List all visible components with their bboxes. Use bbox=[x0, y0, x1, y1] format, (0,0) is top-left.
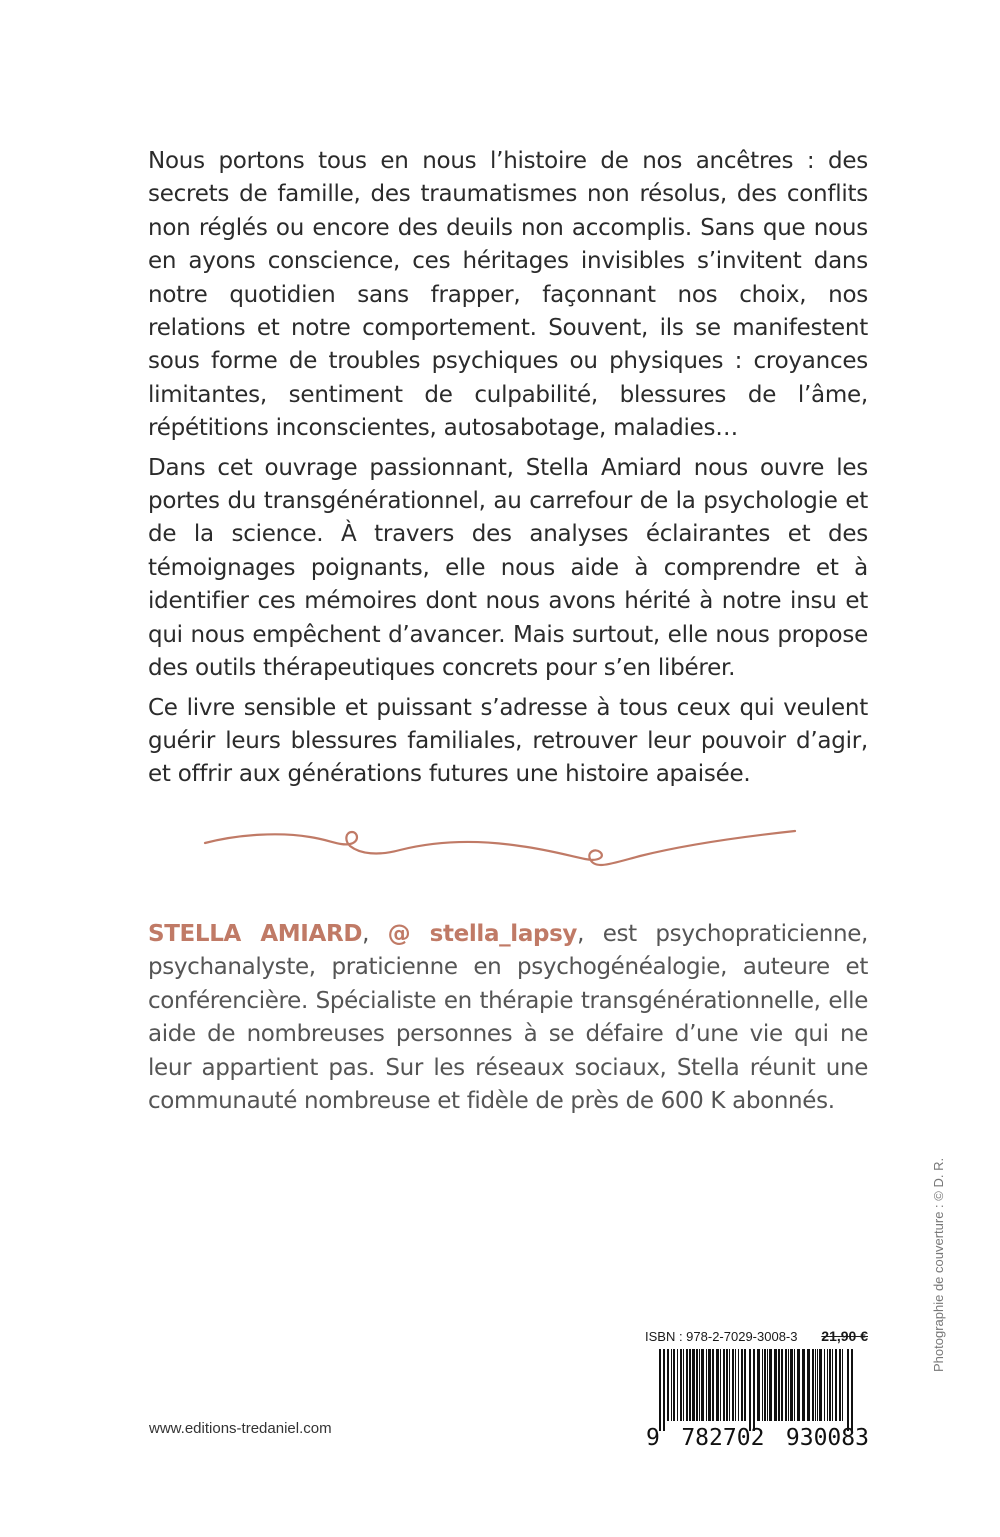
barcode-digits bbox=[645, 1425, 870, 1451]
barcode-bar bbox=[788, 1349, 789, 1421]
barcode-digits-left: 782702 bbox=[681, 1425, 765, 1451]
barcode-bar bbox=[829, 1349, 831, 1421]
barcode-bar bbox=[749, 1349, 751, 1431]
barcode-bar bbox=[757, 1349, 760, 1421]
barcode-bar bbox=[738, 1349, 739, 1421]
photo-credit: Photographie de couverture : © D. R. bbox=[931, 1157, 946, 1372]
barcode-bar bbox=[744, 1349, 746, 1421]
barcode-bar bbox=[815, 1349, 816, 1421]
author-bio bbox=[148, 918, 868, 1118]
barcode-bar bbox=[802, 1349, 805, 1421]
isbn-line bbox=[645, 1328, 870, 1344]
barcode-bar bbox=[686, 1349, 688, 1421]
barcode-bar bbox=[839, 1349, 841, 1421]
barcode-bar bbox=[778, 1349, 780, 1421]
barcode-bar bbox=[812, 1349, 814, 1421]
price: 21,90 € bbox=[821, 1328, 868, 1344]
barcode-bar bbox=[797, 1349, 800, 1421]
barcode-bar bbox=[741, 1349, 743, 1421]
barcode-bar bbox=[835, 1349, 837, 1421]
barcode-bar bbox=[769, 1349, 772, 1421]
blurb-paragraph-1: Nous portons tous en nous l’histoire de nos ancêtres : des secrets de famille, des traumatismes non résolus, des conflits non réglés ou encore des deuils non accomplis. Sans que nous en ayons conscience, ces héritages invisibles s’invitent dans notre quotidien sans frapper, façonnant nos choix, nos relations et notre comportement. Souvent, ils se manifestent sous forme de troubles psychiques ou physiques : croyances limitantes, sentiment de culpabilité, blessures de l’âme, répétitions inconscientes, autosabotage, maladies… bbox=[148, 148, 868, 442]
barcode-bar bbox=[680, 1349, 682, 1421]
barcode-bar bbox=[767, 1349, 768, 1421]
author-name-separator: , bbox=[362, 921, 388, 947]
barcode-bar bbox=[692, 1349, 695, 1421]
barcode-bar bbox=[712, 1349, 714, 1421]
barcode-digits-right: 930083 bbox=[785, 1425, 869, 1451]
barcode-bar bbox=[851, 1349, 853, 1431]
barcode-bar bbox=[785, 1349, 787, 1421]
author-name: STELLA AMIARD bbox=[148, 921, 363, 947]
barcode-bar bbox=[716, 1349, 719, 1421]
barcode-bar bbox=[720, 1349, 721, 1421]
blurb-paragraph-3: Ce livre sensible et puissant s’adresse à tous ceux qui veulent guérir leurs blessures familiales, retrouver leur pouvoir d’agir, et offrir aux générations futures une histoire apaisée. bbox=[148, 694, 868, 788]
blurb-paragraph-2: Dans cet ouvrage passionnant, Stella Amiard nous ouvre les portes du transgénérationnel, au carrefour de la psychologie et de la science. À travers des analyses éclairantes et des témoignages poignants, elle nous aide à comprendre et à identifier ces mémoires dont nous avons hérité à notre insu et qui nous empêchent d’avancer. Mais surtout, elle nous propose des outils thérapeutiques concrets pour s’en libérer. bbox=[148, 454, 868, 682]
barcode-bar bbox=[732, 1349, 734, 1421]
barcode-bar bbox=[673, 1349, 675, 1421]
barcode-bar bbox=[781, 1349, 783, 1421]
barcode-bar bbox=[847, 1349, 849, 1431]
barcode-bar bbox=[735, 1349, 736, 1421]
barcode-block bbox=[645, 1328, 870, 1451]
back-cover-blurb bbox=[148, 145, 868, 798]
barcode-bar bbox=[671, 1349, 672, 1421]
barcode-bar bbox=[794, 1349, 795, 1421]
barcode-bar bbox=[663, 1349, 665, 1431]
barcode-bar bbox=[762, 1349, 763, 1421]
barcode-bar bbox=[764, 1349, 766, 1421]
barcode-bar bbox=[753, 1349, 755, 1431]
barcode-bar bbox=[699, 1349, 700, 1421]
barcode-bars bbox=[645, 1349, 870, 1431]
barcode-bar bbox=[790, 1349, 793, 1421]
author-bio-text: , est psychopraticienne, psychanalyste, praticienne en psychogénéalogie, auteure et conférencière. Spécialiste en thérapie transgénérationnelle, elle aide de nombreuses personnes à se défaire d’une vie qui ne leur appartient pas. Sur les réseaux sociaux, Stella réunit une communauté nombreuse et fidèle de près de 600 K abonnés. bbox=[148, 921, 868, 1115]
barcode-bar bbox=[701, 1349, 704, 1421]
barcode-bar bbox=[726, 1349, 728, 1421]
barcode-bar bbox=[708, 1349, 711, 1421]
barcode-bar bbox=[667, 1349, 669, 1421]
publisher-website: www.editions-tredaniel.com bbox=[149, 1420, 332, 1437]
barcode-bar bbox=[827, 1349, 828, 1421]
barcode-bar bbox=[723, 1349, 725, 1421]
barcode-bar bbox=[677, 1349, 678, 1421]
barcode-bar bbox=[706, 1349, 707, 1421]
barcode-bar bbox=[817, 1349, 818, 1421]
swirl-divider-icon bbox=[200, 826, 800, 876]
barcode-bar bbox=[689, 1349, 691, 1421]
author-handle: @ stella_lapsy bbox=[387, 921, 578, 947]
barcode-bar bbox=[659, 1349, 661, 1431]
barcode-bar bbox=[819, 1349, 822, 1421]
barcode-bar bbox=[807, 1349, 810, 1421]
barcode-bar bbox=[824, 1349, 825, 1421]
barcode-digit-lead: 9 bbox=[646, 1425, 660, 1451]
barcode-bar bbox=[729, 1349, 730, 1421]
barcode-bar bbox=[774, 1349, 777, 1421]
isbn-number: ISBN : 978-2-7029-3008-3 bbox=[645, 1329, 798, 1344]
barcode-bar bbox=[696, 1349, 698, 1421]
barcode-bar bbox=[832, 1349, 833, 1421]
barcode-bar bbox=[683, 1349, 684, 1421]
barcode-bar bbox=[842, 1349, 843, 1421]
